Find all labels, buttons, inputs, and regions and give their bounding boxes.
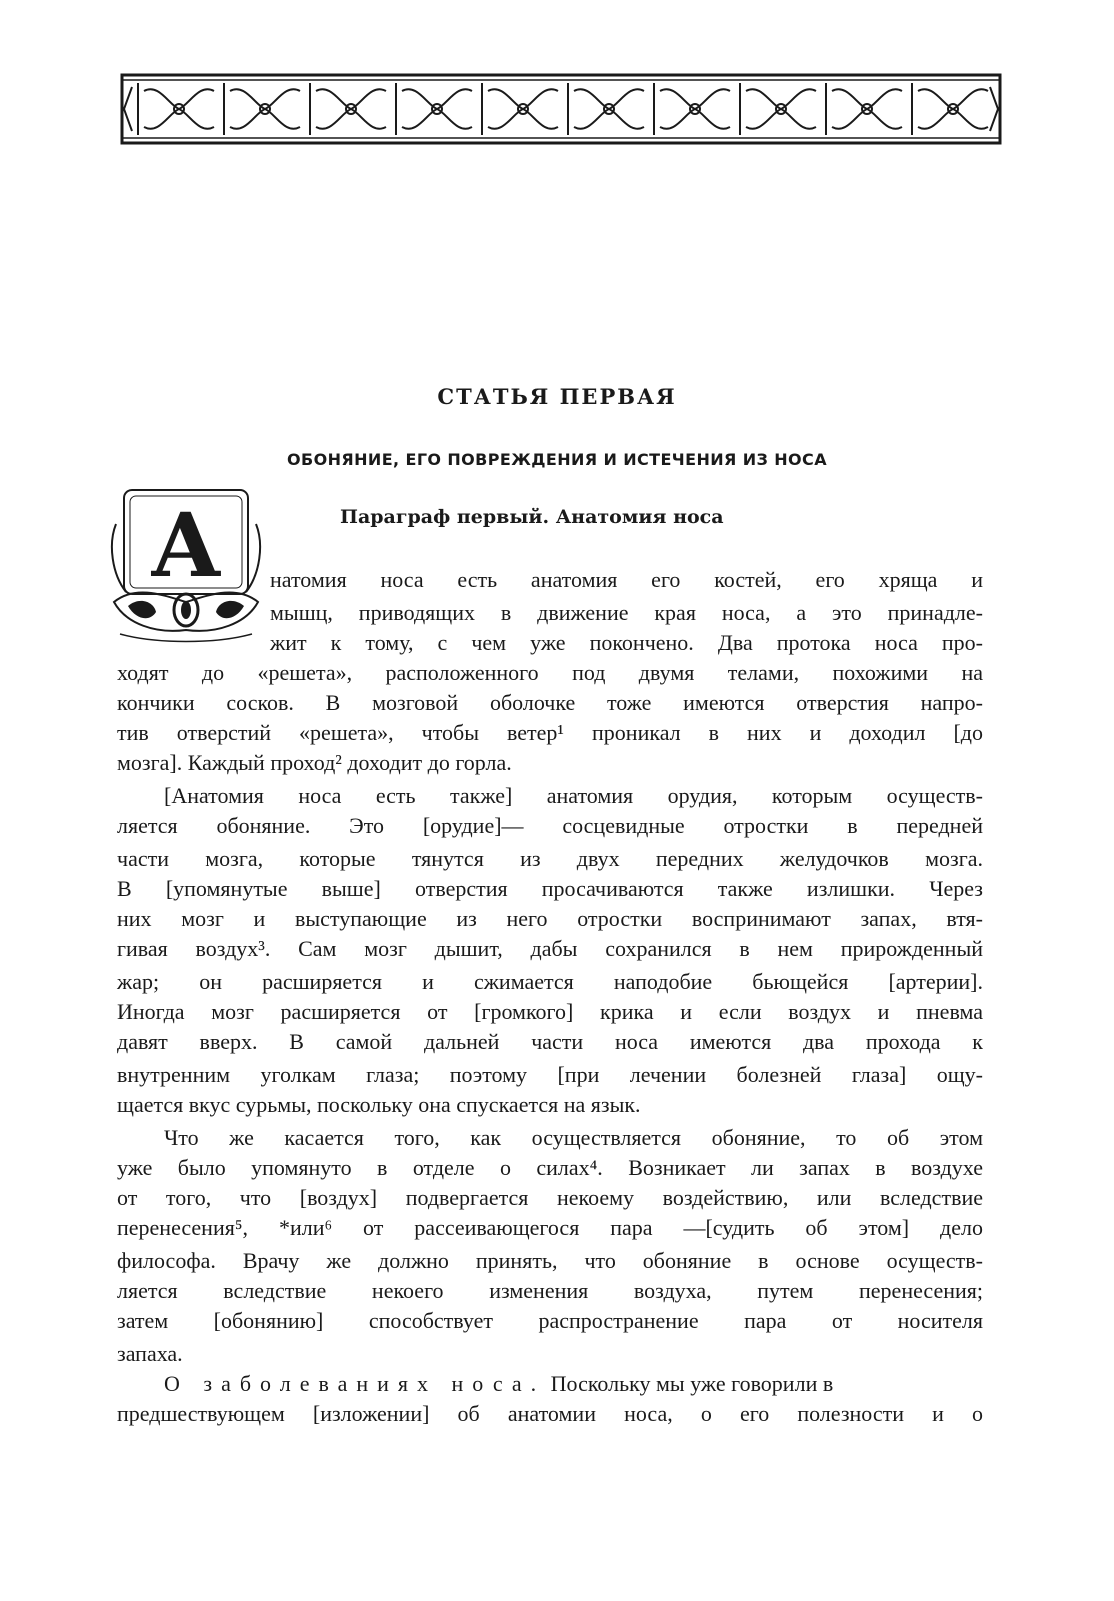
text-line: Что же касается того, как осуществляется обоняние, то об этом <box>164 1125 983 1150</box>
ornamental-header-border <box>120 73 1002 145</box>
text-line: жит к тому, с чем уже покончено. Два протока носа про- <box>270 630 983 655</box>
text-line: перенесения⁵, *или⁶ от рассеивающегося пара —[судить об этом] дело <box>117 1215 983 1240</box>
text-line: ляется вследствие некоего изменения воздуха, путем перенесения; <box>117 1278 983 1303</box>
text-line: [Анатомия носа есть также] анатомия орудия, которым осуществ- <box>164 783 983 808</box>
ornament-scroll <box>488 89 558 128</box>
text-line: мышц, приводящих в движение края носа, а это принадле- <box>270 600 983 625</box>
text-line: ляется обоняние. Это [орудие]— сосцевидные отростки в передней <box>117 813 983 838</box>
ornament-scroll <box>918 89 988 128</box>
text-line: Иногда мозг расширяется от [громкого] крика и если воздух и пневма <box>117 999 983 1024</box>
text-line: запаха. <box>117 1341 183 1366</box>
drop-cap-letter: А <box>150 493 222 597</box>
text-line: тив отверстий «решета», чтобы ветер¹ проникал в них и доходил [до <box>117 720 983 745</box>
text-line: предшествующем [изложении] об анатомии носа, о его полезности и о <box>117 1401 983 1426</box>
ornament-scroll <box>402 89 472 128</box>
text-line: затем [обонянию] способствует распространение пара от носителя <box>117 1308 983 1333</box>
ornament-scroll <box>746 89 816 128</box>
chapter-title: ОБОНЯНИЕ, ЕГО ПОВРЕЖДЕНИЯ И ИСТЕЧЕНИЯ ИЗ НОСА <box>287 450 827 469</box>
text-line: ходят до «решета», расположенного под двумя телами, похожими на <box>117 660 983 685</box>
ornament-scroll <box>832 89 902 128</box>
ornament-scroll <box>316 89 386 128</box>
ornament-scroll <box>660 89 730 128</box>
text-line: философа. Врачу же должно принять, что обоняние в основе осуществ- <box>117 1248 983 1273</box>
text-line: щается вкус сурьмы, поскольку она спускается на язык. <box>117 1092 641 1117</box>
text-line: натомия носа есть анатомия его костей, его хряща и <box>270 567 983 592</box>
text-line: мозга]. Каждый проход² доходит до горла. <box>117 750 512 775</box>
ornament-scroll <box>574 89 644 128</box>
ornament-scroll <box>144 89 214 128</box>
text-line: них мозг и выступающие из него отростки воспринимают запах, втя- <box>117 906 983 931</box>
ornament-scroll <box>230 89 300 128</box>
text-line-continuation: Поскольку мы уже говорили в <box>545 1371 834 1396</box>
article-title: СТАТЬЯ ПЕРВАЯ <box>437 384 677 409</box>
text-line: уже было упомянуто в отделе о силах⁴. Возникает ли запах в воздухе <box>117 1155 983 1180</box>
text-line: внутренним уголкам глаза; поэтому [при лечении болезней глаза] ощу- <box>117 1062 983 1087</box>
text-line: давят вверх. В самой дальней части носа имеются два прохода к <box>117 1029 983 1054</box>
text-line: гивая воздух³. Сам мозг дышит, дабы сохранился в нем прирожденный <box>117 936 983 961</box>
section-heading-spaced: О заболеваниях носа. <box>164 1371 546 1396</box>
text-line: части мозга, которые тянутся из двух передних желудочков мозга. <box>117 846 983 871</box>
text-line <box>164 1368 983 1400</box>
drop-cap <box>106 484 266 644</box>
text-line: жар; он расширяется и сжимается наподобие бьющейся [артерии]. <box>117 969 983 994</box>
paragraph-title: Параграф первый. Анатомия носа <box>340 506 724 528</box>
text-line: В [упомянутые выше] отверстия просачиваются также излишки. Через <box>117 876 983 901</box>
text-line: от того, что [воздух] подвергается некоему воздействию, или вследствие <box>117 1185 983 1210</box>
text-line: кончики сосков. В мозговой оболочке тоже имеются отверстия напро- <box>117 690 983 715</box>
